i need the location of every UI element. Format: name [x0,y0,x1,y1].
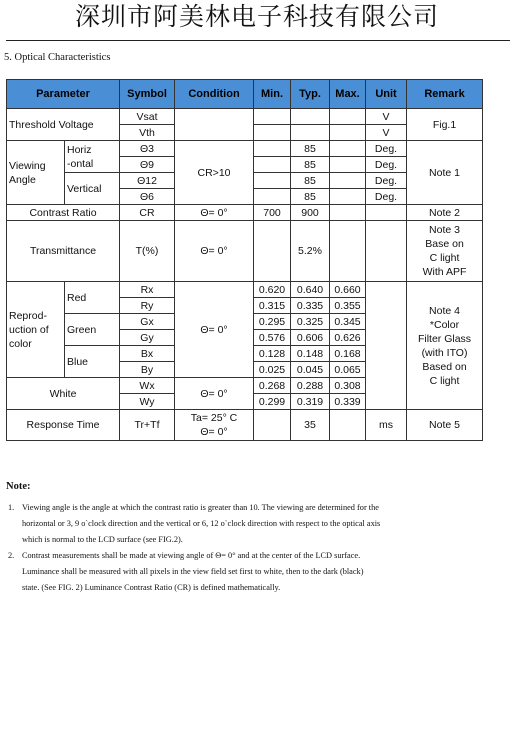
typ-cell: 0.148 [291,346,330,362]
subparameter-cell: Horiz -ontal [65,141,120,173]
parameter-cell: Threshold Voltage [7,109,120,141]
max-cell [330,141,366,157]
max-cell: 0.168 [330,346,366,362]
unit-cell: Deg. [366,157,407,173]
symbol-cell: Θ3 [120,141,175,157]
typ-cell [291,125,330,141]
notes-list [8,500,502,596]
typ-cell: 35 [291,410,330,441]
min-cell: 0.268 [254,378,291,394]
header-cell: Typ. [291,80,330,109]
parameter-cell: Response Time [7,410,120,441]
typ-cell: 85 [291,157,330,173]
header-cell: Symbol [120,80,175,109]
unit-cell: Deg. [366,141,407,157]
note-line: Contrast measurements shall be made at viewing angle of Θ= 0° and at the center of the LCD surface. [22,551,361,560]
title-divider [6,40,510,41]
symbol-cell: Vth [120,125,175,141]
note-number: 2. [8,551,15,560]
max-cell: 0.355 [330,298,366,314]
max-cell [330,221,366,282]
header-cell: Min. [254,80,291,109]
header-cell: Remark [407,80,483,109]
typ-cell: 85 [291,141,330,157]
symbol-cell: Θ6 [120,189,175,205]
remark-cell: Note 4 *Color Filter Glass (with ITO) Based on C light [407,282,483,410]
company-title: 深圳市阿美林电子科技有限公司 [74,2,439,31]
min-cell: 0.620 [254,282,291,298]
header-cell: Parameter [7,80,120,109]
table-row [7,282,483,298]
max-cell: 0.660 [330,282,366,298]
condition-cell [175,109,254,141]
typ-cell: 0.640 [291,282,330,298]
table-row [7,410,483,441]
min-cell [254,173,291,189]
symbol-cell: Rx [120,282,175,298]
condition-cell: Ta= 25° C Θ= 0° [175,410,254,441]
typ-cell: 0.335 [291,298,330,314]
typ-cell: 5.2% [291,221,330,282]
unit-cell: V [366,109,407,125]
min-cell: 700 [254,205,291,221]
typ-cell: 900 [291,205,330,221]
condition-cell: Θ= 0° [175,378,254,410]
min-cell: 0.315 [254,298,291,314]
symbol-cell: Tr+Tf [120,410,175,441]
parameter-cell: Reprod- uction of color [7,282,65,378]
condition-cell: CR>10 [175,141,254,205]
remark-cell: Note 3 Base on C light With APF [407,221,483,282]
note-line: Viewing angle is the angle at which the contrast ratio is greater than 10. The viewing are determined for the [22,503,379,512]
typ-cell: 0.319 [291,394,330,410]
header-cell: Condition [175,80,254,109]
condition-cell: Θ= 0° [175,205,254,221]
typ-cell: 0.288 [291,378,330,394]
remark-cell: Note 5 [407,410,483,441]
unit-cell [366,282,407,410]
parameter-cell: Viewing Angle [7,141,65,205]
max-cell: 0.626 [330,330,366,346]
parameter-cell: Contrast Ratio [7,205,120,221]
table-row [7,221,483,282]
table-header-row [7,80,483,109]
min-cell: 0.295 [254,314,291,330]
min-cell: 0.576 [254,330,291,346]
typ-cell: 85 [291,173,330,189]
max-cell [330,157,366,173]
min-cell: 0.025 [254,362,291,378]
min-cell [254,157,291,173]
condition-cell: Θ= 0° [175,221,254,282]
max-cell [330,125,366,141]
max-cell [330,109,366,125]
min-cell [254,109,291,125]
note-line: which is normal to the LCD surface (see FIG.2). [22,535,183,544]
max-cell [330,410,366,441]
symbol-cell: Wy [120,394,175,410]
typ-cell: 85 [291,189,330,205]
note-item [8,548,502,596]
symbol-cell: Bx [120,346,175,362]
symbol-cell: Wx [120,378,175,394]
min-cell [254,141,291,157]
section-heading: 5. Optical Characteristics [4,52,111,63]
subparameter-cell: Blue [65,346,120,378]
remark-cell: Note 1 [407,141,483,205]
condition-cell: Θ= 0° [175,282,254,378]
subparameter-cell: Red [65,282,120,314]
table-row [7,109,483,125]
unit-cell [366,221,407,282]
subparameter-cell: Green [65,314,120,346]
notes-heading: Note: [6,481,31,492]
min-cell: 0.128 [254,346,291,362]
max-cell [330,173,366,189]
unit-cell: ms [366,410,407,441]
note-item [8,500,502,548]
min-cell [254,189,291,205]
note-line: Luminance shall be measured with all pixels in the view field set first to white, then to the dark (black) [22,567,364,576]
symbol-cell: T(%) [120,221,175,282]
max-cell: 0.339 [330,394,366,410]
max-cell [330,189,366,205]
symbol-cell: Θ12 [120,173,175,189]
typ-cell: 0.606 [291,330,330,346]
note-line: state. (See FIG. 2) Luminance Contrast Ratio (CR) is defined mathematically. [22,583,281,592]
unit-cell: Deg. [366,173,407,189]
max-cell: 0.308 [330,378,366,394]
note-text [22,548,502,596]
parameter-cell: Transmittance [7,221,120,282]
parameter-cell: White [7,378,120,410]
typ-cell: 0.045 [291,362,330,378]
optical-characteristics-table [6,79,483,441]
typ-cell: 0.325 [291,314,330,330]
symbol-cell: Θ9 [120,157,175,173]
min-cell [254,410,291,441]
remark-cell: Note 2 [407,205,483,221]
unit-cell: V [366,125,407,141]
table-row [7,141,483,157]
min-cell [254,125,291,141]
note-number: 1. [8,503,15,512]
max-cell: 0.345 [330,314,366,330]
symbol-cell: By [120,362,175,378]
min-cell: 0.299 [254,394,291,410]
note-line: horizontal or 3, 9 o`clock direction and the vertical or 6, 12 o`clock direction with respect to the optical axis [22,519,381,528]
symbol-cell: Gx [120,314,175,330]
max-cell: 0.065 [330,362,366,378]
symbol-cell: Vsat [120,109,175,125]
typ-cell [291,109,330,125]
min-cell [254,221,291,282]
header-cell: Max. [330,80,366,109]
symbol-cell: Gy [120,330,175,346]
header-cell: Unit [366,80,407,109]
table-row [7,205,483,221]
unit-cell [366,205,407,221]
note-text [22,500,502,548]
unit-cell: Deg. [366,189,407,205]
subparameter-cell: Vertical [65,173,120,205]
symbol-cell: CR [120,205,175,221]
symbol-cell: Ry [120,298,175,314]
max-cell [330,205,366,221]
remark-cell: Fig.1 [407,109,483,141]
